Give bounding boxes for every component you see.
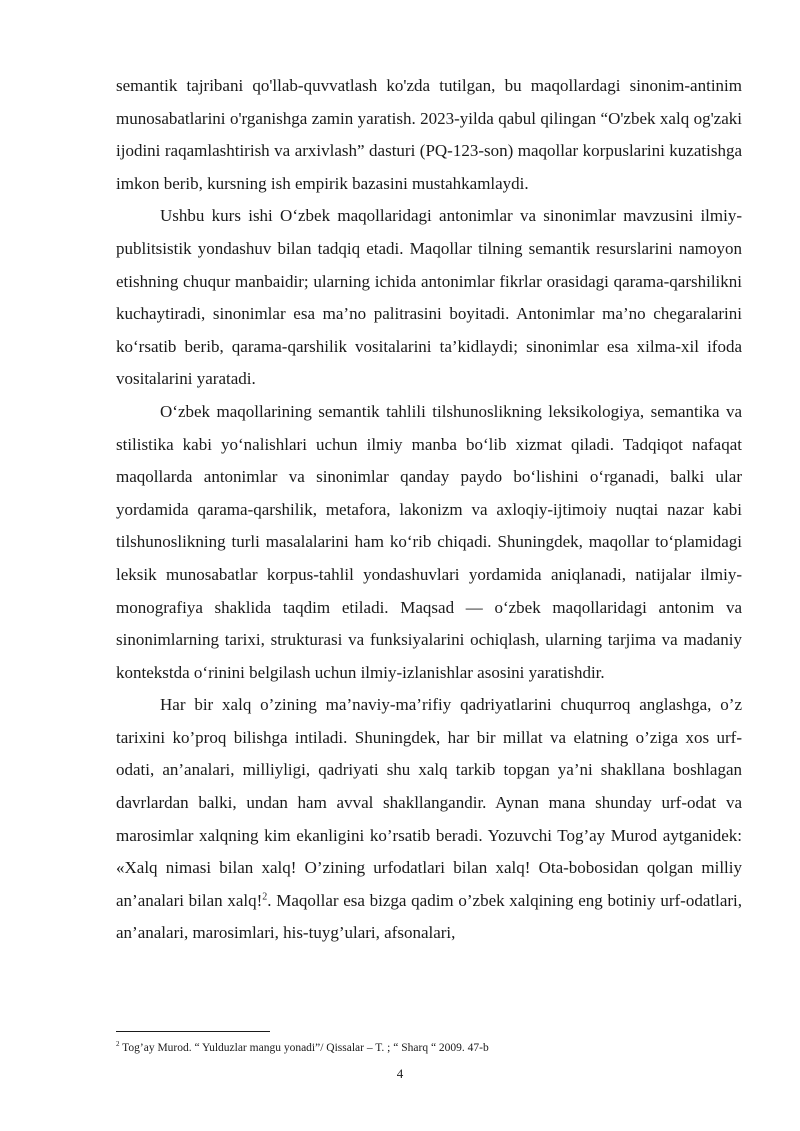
paragraph-1: semantik tajribani qo'llab-quvvatlash ko'zda tutilgan, bu maqollardagi sinonim-antinim munosabatlarini o'rganishga zamin yaratish. 2023-yilda qabul qilingan “O'zbek xalq og'zaki ijodini raqamlashtirish va arxivlash” dasturi (PQ-123-son) maqollar korpuslarini kuzatishga imkon berib, kursning ish empirik bazasini mustahkamlaydi. — [116, 76, 742, 193]
footnote-separator — [116, 1031, 270, 1032]
footnote — [116, 1041, 742, 1055]
paragraph-2: Ushbu kurs ishi O‘zbek maqollaridagi antonimlar va sinonimlar mavzusini ilmiy-publitsistik yondashuv bilan tadqiq etadi. Maqollar tilning semantik resurslarini namoyon etishning chuqur manbaidir; ularning ichida antonimlar fikrlar orasidagi qarama-qarshilikni kuchaytiradi, sinonimlar esa ma’no palitrasini boyitadi. Antonimlar ma’no chegaralarini ko‘rsatib berib, qarama-qarshilik vositalarini ta’kidlaydi; sinonimlar esa xilma-xil ifoda vositalarini yaratadi. — [116, 206, 742, 389]
body-text — [116, 70, 742, 950]
footnote-text: Tog’ay Murod. “ Yulduzlar mangu yonadi”/ Qissalar – T. ; “ Sharq “ 2009. 47-b — [119, 1042, 489, 1054]
footnote-reference[interactable]: 2 — [262, 891, 268, 903]
paragraph-3: O‘zbek maqollarining semantik tahlili tilshunoslikning leksikologiya, semantika va stilistika kabi yo‘nalishlari uchun ilmiy manba bo‘lib xizmat qiladi. Tadqiqot nafaqat maqollarda antonimlar va sinonimlar qanday paydo bo‘lishini o‘rganadi, balki ular yordamida qarama-qarshilik, metafora, lakonizm va axloqiy-ijtimoiy nuqtai nazar kabi tilshunoslikning turli masalalarini ham ko‘rib chiqadi. Shuningdek, maqollar to‘plamidagi leksik munosabatlar korpus-tahlil yondashuvlari yordamida aniqlanadi, natijalar ilmiy-monografiya shaklida taqdim etiladi. Maqsad — o‘zbek maqollaridagi antonim va sinonimlarning tarixi, strukturasi va funksiyalarini ochiqlash, ularning tarjima va madaniy kontekstda o‘rinini belgilash uchun ilmiy-izlanishlar asosini yaratishdir. — [116, 401, 742, 682]
paragraph-4-text-after-note: . Maqollar esa bizga qadim o’zbek xalqining eng botiniy urf-odatlari, an’analari, marosimlari, his-tuyg’ulari, afsonalari, — [116, 890, 742, 943]
footnote-marker: 2 — [116, 1040, 120, 1049]
page-number: 4 — [396, 1066, 404, 1081]
paragraph-4-text-before-note: Har bir xalq o’zining ma’naviy-ma’rifiy qadriyatlarini chuqurroq anglashga, o’z tarixini ko’proq bilishga intiladi. Shuningdek, har bir millat va elatning o’ziga xos urf-odati, an’analari, milliyligi, qadriyati shu xalq tarkib topgan ya’ni shakllana boshlagan davrlardan balki, undan ham avval shakllangandir. Aynan mana shunday urf-odat va marosimlar xalqning kim ekanligini ko’rsatib beradi. Yozuvchi Tog’ay Murod aytganidek: «Xalq nimasi bilan xalq! O’zining urfodatlari bilan xalq! Ota-bobosidan qolgan milliy an’analari bilan xalq! — [116, 695, 742, 910]
paragraph-4 — [116, 689, 742, 950]
